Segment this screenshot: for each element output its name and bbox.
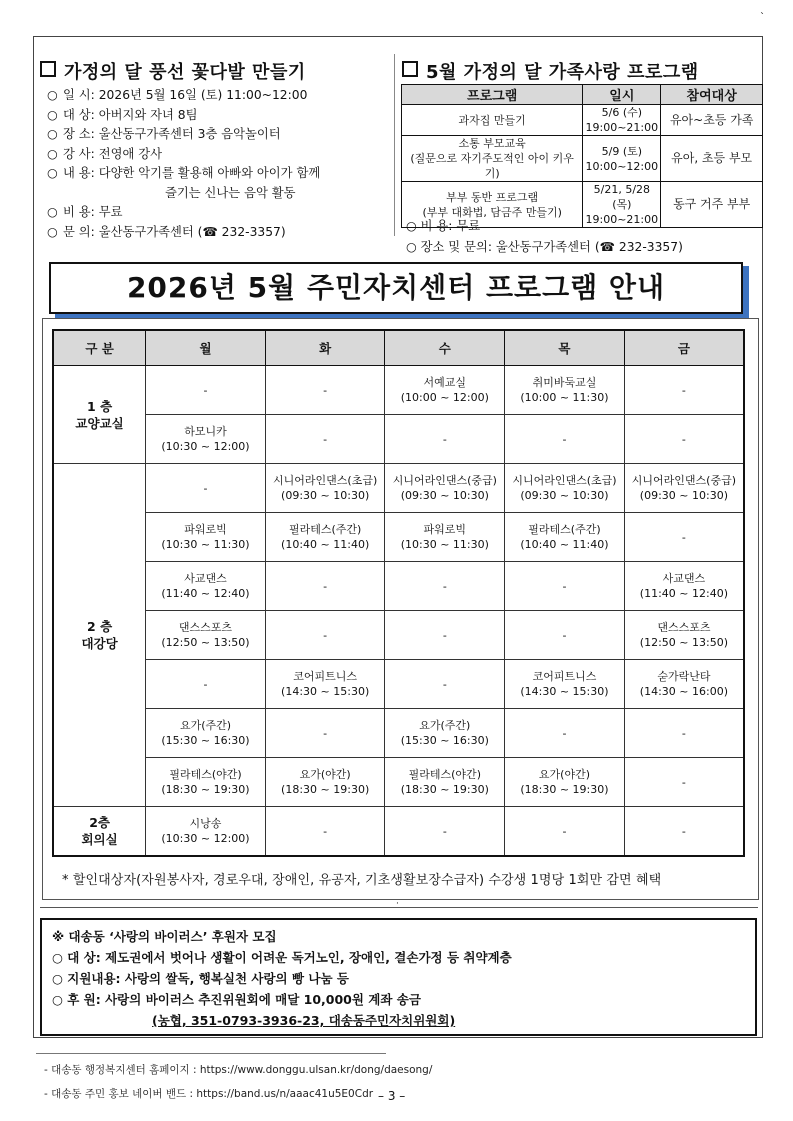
section-divider [394, 54, 395, 236]
class-cell-line: (11:40 ~ 12:40) [161, 587, 250, 600]
program-date-cell [583, 105, 661, 136]
program-column-header: 참여대상 [661, 85, 763, 105]
day-column-header: 금 [624, 330, 744, 366]
discount-note: * 할인대상자(자원봉사자, 경로우대, 장애인, 유공자, 기초생활보장수급자) 수강생 1명당 1회만 감면 혜택 [62, 873, 662, 888]
class-cell [146, 807, 266, 857]
program-name-line: 소통 부모교육 [458, 137, 526, 150]
floor-room-label-line: 2 층 [87, 619, 113, 634]
balloon-info-list [47, 86, 387, 242]
balloon-section-title: 가정의 달 풍선 꽃다발 만들기 [40, 58, 306, 84]
class-cell-line: (09:30 ~ 10:30) [400, 489, 489, 502]
balloon-info-item [47, 203, 387, 223]
class-cell-line: 파워로빅 [423, 523, 467, 536]
checkbox-square-icon [40, 61, 56, 77]
horizontal-rule [40, 907, 758, 908]
class-cell [385, 366, 505, 415]
balloon-info-item [47, 125, 387, 145]
program-date-line: 19:00~21:00 [585, 213, 659, 226]
class-cell-line: (10:00 ~ 12:00) [400, 391, 489, 404]
floor-room-label [53, 807, 146, 857]
class-cell [385, 611, 505, 660]
class-cell-line: - [203, 677, 208, 691]
circle-bullet-icon: ○ [47, 88, 58, 102]
program-column-header: 프로그램 [402, 85, 583, 105]
circle-bullet-icon: ○ [47, 205, 58, 219]
class-cell-line: - [681, 824, 686, 838]
class-cell [146, 611, 266, 660]
divider-dot: · [396, 899, 399, 909]
class-cell [385, 464, 505, 513]
class-cell [385, 807, 505, 857]
page-number: – 3 – [378, 1089, 406, 1103]
class-cell-line: - [681, 530, 686, 544]
class-cell-line: - [442, 432, 447, 446]
class-cell-line: - [562, 579, 567, 593]
footer-rule [36, 1053, 386, 1054]
class-cell-line: - [681, 432, 686, 446]
schedule-row [53, 758, 744, 807]
balloon-info-text: 장 소: 울산동구가족센터 3층 음악놀이터 [63, 127, 281, 141]
program-date-line: 5/21, 5/28 (목) [593, 183, 651, 211]
class-cell [146, 513, 266, 562]
balloon-info-text: 대 상: 아버지와 자녀 8팀 [63, 107, 198, 122]
schedule-row [53, 709, 744, 758]
class-cell [385, 660, 505, 709]
class-cell-line: (10:40 ~ 11:40) [281, 538, 370, 551]
class-cell [505, 562, 625, 611]
class-cell-line: 취미바둑교실 [532, 376, 597, 389]
footer-homepage: - 대송동 행정복지센터 홈페이지 : https://www.donggu.ulsan.kr/dong/daesong/ [44, 1064, 433, 1076]
day-column-header: 화 [265, 330, 385, 366]
floor-room-label-line: 1 층 [87, 398, 113, 414]
class-cell [146, 758, 266, 807]
class-cell [265, 758, 385, 807]
program-date-line: 19:00~21:00 [585, 121, 659, 134]
class-cell [624, 366, 744, 415]
class-cell [624, 611, 744, 660]
class-cell-line: 요가(야간) [538, 768, 591, 781]
class-cell [146, 464, 266, 513]
class-cell-line: (18:30 ~ 19:30) [161, 783, 250, 796]
program-row [402, 136, 763, 182]
class-cell [624, 415, 744, 464]
class-cell [505, 660, 625, 709]
class-cell [624, 758, 744, 807]
program-row [402, 105, 763, 136]
class-cell [505, 464, 625, 513]
class-cell-line: - [562, 432, 567, 446]
class-cell [265, 807, 385, 857]
class-cell-line: 하모니카 [184, 425, 227, 438]
class-cell-line: 사교댄스 [662, 572, 706, 585]
class-cell-line: - [562, 726, 567, 740]
class-cell-line: 필라테스(주간) [528, 523, 601, 536]
balloon-info-text: 비 용: 무료 [63, 205, 123, 219]
class-cell [624, 807, 744, 857]
program-name-line: (질문으로 자기주도적인 아이 키우기) [410, 152, 574, 180]
class-cell [265, 415, 385, 464]
floor-room-label [53, 464, 146, 807]
class-cell-line: (10:30 ~ 11:30) [161, 538, 250, 551]
class-cell [505, 758, 625, 807]
class-cell [265, 562, 385, 611]
class-cell-line: - [203, 481, 208, 495]
class-cell-line: 시니어라인댄스(초급) [512, 474, 617, 487]
balloon-info-item [47, 223, 387, 243]
floor-room-label-line: 2층 [89, 815, 110, 830]
class-cell-line: 시니어라인댄스(중급) [392, 474, 497, 487]
class-cell-line: (18:30 ~ 19:30) [400, 783, 489, 796]
class-cell-line: - [323, 628, 328, 642]
family-contact: ○ 장소 및 문의: 울산동구가족센터 (☎ 232-3357) [406, 240, 683, 254]
class-cell-line: (10:40 ~ 11:40) [520, 538, 609, 551]
recruit-line: ○ 대 상: 제도권에서 벗어나 생활이 어려운 독거노인, 장애인, 결손가정 등 취약계층 [52, 950, 512, 965]
class-cell-line: (15:30 ~ 16:30) [161, 734, 250, 747]
recruit-line: ○ 지원내용: 사랑의 쌀독, 행복실천 사랑의 빵 나눔 등 [52, 971, 349, 986]
class-cell [624, 464, 744, 513]
class-cell-line: - [203, 383, 208, 397]
schedule-row [53, 611, 744, 660]
program-date-line: 5/9 (토) [601, 144, 643, 158]
schedule-row [53, 660, 744, 709]
program-name-line: 부부 동반 프로그램 [446, 190, 539, 204]
corner-mark: ` [760, 12, 765, 23]
day-column-header: 수 [385, 330, 505, 366]
class-cell [385, 513, 505, 562]
class-cell-line: - [442, 579, 447, 593]
class-cell-line: 필라테스(야간) [169, 768, 242, 781]
class-cell [146, 660, 266, 709]
class-cell-line: 시낭송 [189, 817, 222, 830]
schedule-row [53, 513, 744, 562]
class-cell-line: (10:30 ~ 12:00) [161, 440, 250, 453]
class-cell [505, 415, 625, 464]
class-cell-line: - [681, 726, 686, 740]
recruit-account: (농협, 351-0793-3936-23, 대송동주민자치위원회) [152, 1013, 456, 1028]
schedule-table [52, 329, 745, 857]
class-cell-line: (18:30 ~ 19:30) [281, 783, 370, 796]
schedule-row [53, 807, 744, 857]
class-cell [265, 464, 385, 513]
family-section-title: 5월 가정의 달 가족사랑 프로그램 [402, 58, 699, 84]
class-cell-line: (09:30 ~ 10:30) [520, 489, 609, 502]
class-cell-line: (10:30 ~ 11:30) [400, 538, 489, 551]
class-cell-line: (14:30 ~ 16:00) [639, 685, 728, 698]
circle-bullet-icon: ○ [47, 146, 58, 161]
class-cell [624, 562, 744, 611]
program-date-cell [583, 136, 661, 182]
program-target-cell: 유아, 초등 부모 [661, 136, 763, 182]
class-cell-line: - [562, 824, 567, 838]
program-name-cell [402, 105, 583, 136]
class-cell-line: (11:40 ~ 12:40) [639, 587, 728, 600]
page-title-banner: 2026년 5월 주민자치센터 프로그램 안내 [49, 262, 743, 314]
floor-room-label-line: 회의실 [81, 832, 118, 847]
class-cell-line: (10:30 ~ 12:00) [161, 832, 250, 845]
class-cell-line: (12:50 ~ 13:50) [161, 636, 250, 649]
class-cell-line: (18:30 ~ 19:30) [520, 783, 609, 796]
class-cell [265, 611, 385, 660]
program-name-line: (부부 대화법, 담금주 만들기) [422, 205, 562, 219]
class-cell-line: 시니어라인댄스(초급) [273, 474, 378, 487]
circle-bullet-icon: ○ [47, 166, 58, 180]
class-cell [385, 415, 505, 464]
day-column-header: 구 분 [53, 330, 146, 366]
balloon-info-text: 강 사: 전영애 강사 [63, 146, 163, 161]
class-cell [265, 513, 385, 562]
floor-room-label-line: 교양교실 [75, 415, 124, 431]
recruit-line: ○ 후 원: 사랑의 바이러스 추진위원회에 매달 10,000원 계좌 송금 [52, 992, 421, 1007]
class-cell-line: - [323, 432, 328, 446]
class-cell [146, 415, 266, 464]
class-cell [624, 709, 744, 758]
balloon-info-continuation: 즐기는 신나는 음악 활동 [165, 185, 296, 200]
balloon-info-text: 내 용: 다양한 악기를 활용해 아빠와 아이가 함께 [63, 166, 321, 180]
class-cell-line: (09:30 ~ 10:30) [639, 489, 728, 502]
class-cell [624, 660, 744, 709]
program-name-line: 과자집 만들기 [458, 113, 526, 127]
class-cell-line: - [442, 677, 447, 691]
class-cell-line: 필라테스(야간) [408, 768, 481, 781]
class-cell-line: - [562, 628, 567, 642]
balloon-info-item [47, 86, 387, 106]
class-cell-line: (14:30 ~ 15:30) [520, 685, 609, 698]
class-cell-line: (14:30 ~ 15:30) [281, 685, 370, 698]
schedule-row [53, 366, 744, 415]
class-cell-line: 시니어라인댄스(중급) [631, 474, 736, 487]
class-cell-line: - [442, 824, 447, 838]
class-cell [505, 807, 625, 857]
balloon-info-item [47, 145, 387, 165]
circle-bullet-icon: ○ [47, 107, 58, 122]
class-cell-line: 댄스스포츠 [657, 621, 711, 634]
balloon-info-item [47, 164, 387, 184]
class-cell-line: - [323, 383, 328, 397]
class-cell [505, 513, 625, 562]
floor-room-label-line: 대강당 [81, 636, 118, 651]
footer-band: - 대송동 주민 홍보 네이버 밴드 : https://band.us/n/aaac41u5E0Cdr [44, 1088, 374, 1100]
program-target-cell: 동구 거주 부부 [661, 182, 763, 228]
class-cell-line: - [681, 775, 686, 789]
class-cell [505, 366, 625, 415]
class-cell [505, 709, 625, 758]
class-cell-line: 코어피트니스 [532, 670, 597, 683]
class-cell-line: - [681, 383, 686, 397]
class-cell [385, 758, 505, 807]
class-cell-line: 사교댄스 [184, 572, 227, 585]
class-cell-line: (12:50 ~ 13:50) [639, 636, 728, 649]
class-cell [385, 562, 505, 611]
class-cell [265, 660, 385, 709]
checkbox-square-icon [402, 61, 418, 77]
class-cell-line: 파워로빅 [184, 523, 227, 536]
program-target-cell: 유아~초등 가족 [661, 105, 763, 136]
circle-bullet-icon: ○ [47, 127, 58, 141]
recruit-title: ※ 대송동 ‘사랑의 바이러스’ 후원자 모집 [52, 929, 277, 944]
balloon-info-text: 문 의: 울산동구가족센터 (☎ 232-3357) [63, 224, 286, 239]
sponsor-recruit-box [40, 918, 757, 1036]
program-date-line: 10:00~12:00 [585, 159, 659, 173]
class-cell [146, 709, 266, 758]
family-program-table [401, 84, 763, 228]
class-cell-line: 서예교실 [423, 376, 467, 389]
program-column-header: 일시 [583, 85, 661, 105]
program-name-cell [402, 136, 583, 182]
class-cell [146, 366, 266, 415]
class-cell-line: - [442, 628, 447, 642]
class-cell [265, 709, 385, 758]
schedule-row [53, 464, 744, 513]
class-cell-line: - [323, 824, 328, 838]
class-cell-line: (09:30 ~ 10:30) [281, 489, 370, 502]
family-cost: ○ 비 용: 무료 [406, 219, 481, 233]
balloon-info-text: 일 시: 2026년 5월 16일 (토) 11:00~12:00 [63, 88, 308, 102]
floor-room-label [53, 366, 146, 464]
class-cell-line: 필라테스(주간) [288, 523, 362, 536]
day-column-header: 목 [505, 330, 625, 366]
class-cell-line: 요가(야간) [299, 768, 351, 781]
class-cell-line: 숟가락난타 [657, 670, 711, 683]
class-cell-line: (10:00 ~ 11:30) [520, 391, 609, 404]
day-column-header: 월 [146, 330, 266, 366]
class-cell-line: - [323, 579, 328, 593]
class-cell-line: 요가(주간) [179, 719, 232, 732]
class-cell-line: - [323, 726, 328, 740]
program-date-line: 5/6 (수) [601, 106, 643, 119]
schedule-row [53, 415, 744, 464]
class-cell [146, 562, 266, 611]
balloon-info-item [47, 106, 387, 126]
schedule-row [53, 562, 744, 611]
circle-bullet-icon: ○ [47, 224, 58, 239]
class-cell [385, 709, 505, 758]
class-cell [265, 366, 385, 415]
class-cell [505, 611, 625, 660]
class-cell-line: 코어피트니스 [293, 670, 358, 683]
family-info-list [406, 216, 766, 258]
class-cell-line: 요가(주간) [419, 719, 471, 732]
class-cell-line: (15:30 ~ 16:30) [400, 734, 489, 747]
class-cell [624, 513, 744, 562]
class-cell-line: 댄스스포츠 [178, 621, 233, 634]
